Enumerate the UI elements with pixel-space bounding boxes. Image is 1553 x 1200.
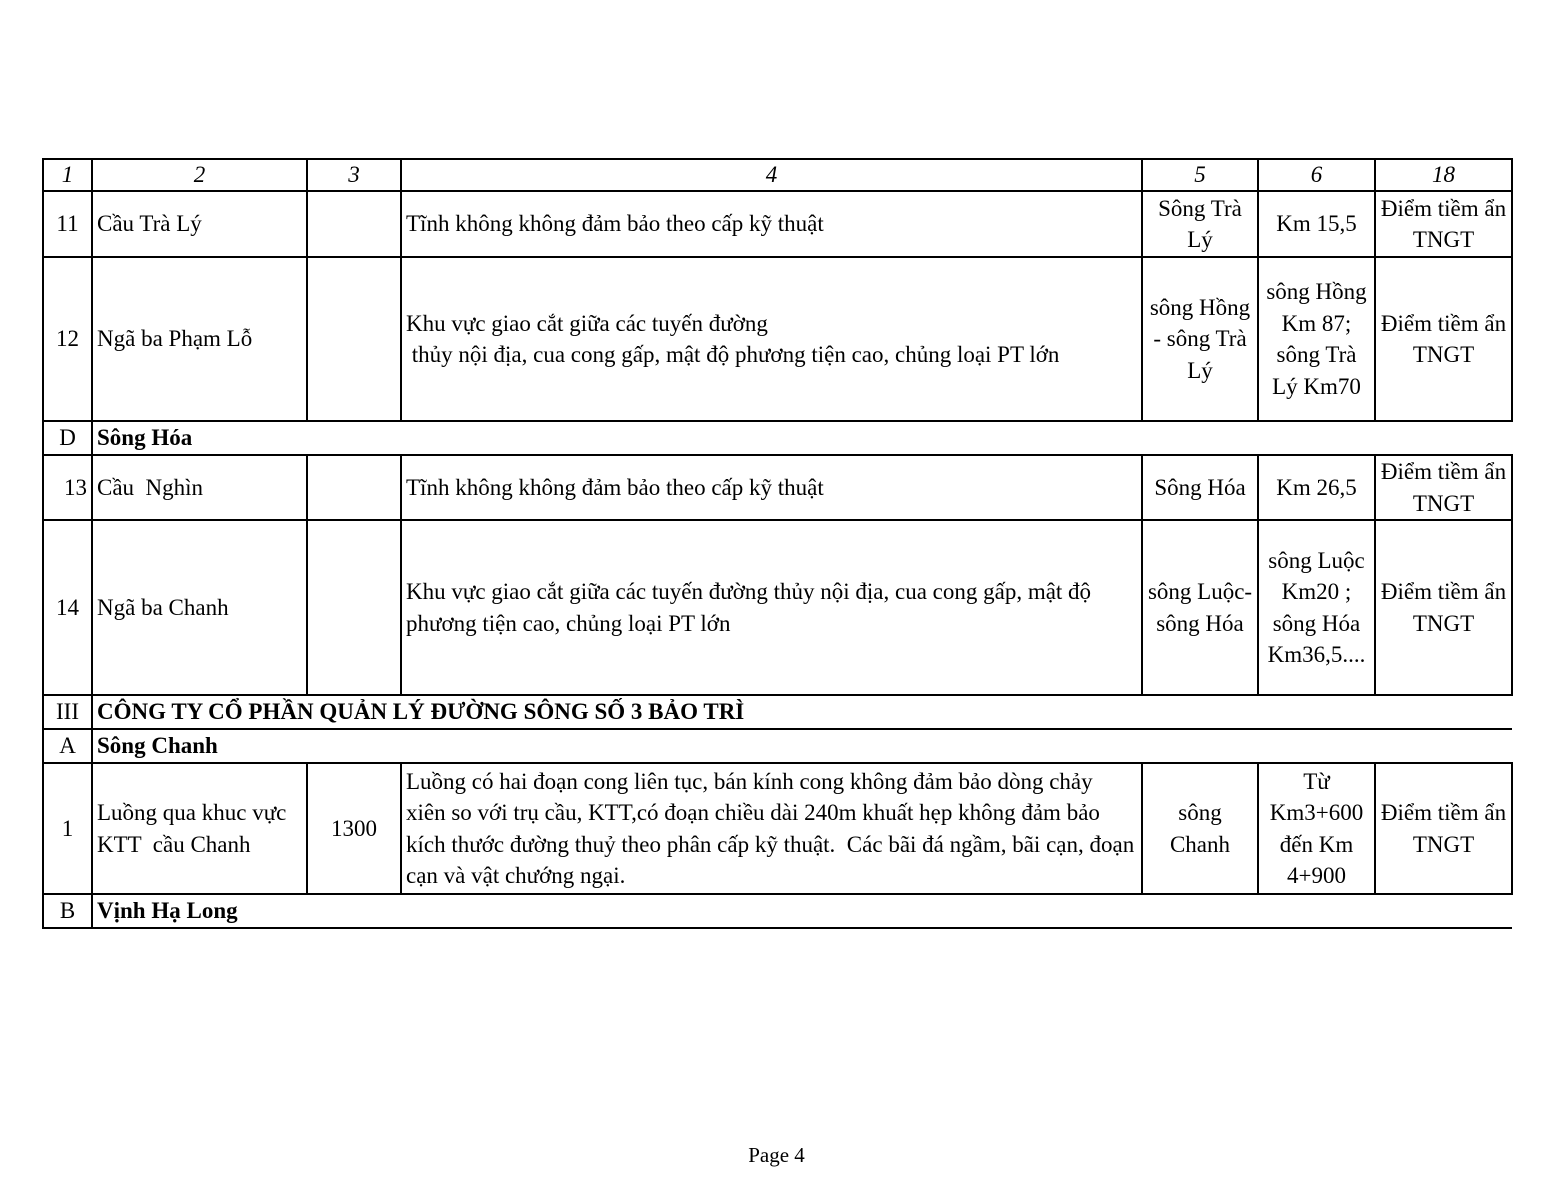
row-number: 13 [43, 455, 92, 520]
note: Điểm tiềm ẩn TNGT [1375, 455, 1512, 520]
col-header: 18 [1375, 159, 1512, 191]
col-header: 1 [43, 159, 92, 191]
note: Điểm tiềm ẩn TNGT [1375, 520, 1512, 695]
location-name: Cầu Nghìn [92, 455, 307, 520]
note: Điểm tiềm ẩn TNGT [1375, 763, 1512, 894]
page-footer: Page 4 [748, 1143, 805, 1167]
length-cell [307, 455, 401, 520]
km-position: Km 15,5 [1258, 191, 1375, 257]
table-row [43, 191, 1512, 257]
location-name: Luồng qua khuc vực KTT cầu Chanh [92, 763, 307, 894]
section-title: CÔNG TY CỔ PHẦN QUẢN LÝ ĐƯỜNG SÔNG SỐ 3 BẢO TRÌ [92, 695, 1512, 729]
row-number: 14 [43, 520, 92, 695]
row-number: 12 [43, 257, 92, 421]
location-name: Ngã ba Phạm Lỗ [92, 257, 307, 421]
length-cell: 1300 [307, 763, 401, 894]
length-cell [307, 191, 401, 257]
km-position: sông Luộc Km20 ; sông Hóa Km36,5.... [1258, 520, 1375, 695]
section-row [43, 894, 1512, 928]
river-name: sông Chanh [1142, 763, 1258, 894]
description: Tĩnh không không đảm bảo theo cấp kỹ thuật [401, 455, 1142, 520]
section-row [43, 729, 1512, 763]
section-label: B [43, 894, 92, 928]
col-header: 3 [307, 159, 401, 191]
column-number-row [43, 159, 1512, 191]
col-header: 2 [92, 159, 307, 191]
location-name: Ngã ba Chanh [92, 520, 307, 695]
description-line: Khu vực giao cắt giữa các tuyến đường [406, 310, 768, 336]
col-header: 5 [1142, 159, 1258, 191]
river-name: Sông Hóa [1142, 455, 1258, 520]
description [401, 257, 1142, 421]
table-row [43, 455, 1512, 520]
river-name: sông Hồng - sông Trà Lý [1142, 257, 1258, 421]
description-line: thủy nội địa, cua cong gấp, mật độ phương tiện cao, chủng loại PT lớn [406, 342, 1060, 367]
table-row [43, 763, 1512, 894]
description: Tĩnh không không đảm bảo theo cấp kỹ thuật [401, 191, 1142, 257]
section-title: Vịnh Hạ Long [92, 894, 1512, 928]
location-name: Cầu Trà Lý [92, 191, 307, 257]
section-label: III [43, 695, 92, 729]
hazard-table [42, 158, 1513, 929]
row-number: 11 [43, 191, 92, 257]
description: Luồng có hai đoạn cong liên tục, bán kính cong không đảm bảo dòng chảy xiên so với trụ cầu, KTT,có đoạn chiều dài 240m khuất hẹp không đảm bảo kích thước đường thuỷ theo phân cấp kỹ thuật. Các bãi đá ngầm, bãi cạn, đoạn cạn và vật chướng ngại. [401, 763, 1142, 894]
table-row [43, 520, 1512, 695]
length-cell [307, 257, 401, 421]
length-cell [307, 520, 401, 695]
river-name: sông Luộc-sông Hóa [1142, 520, 1258, 695]
description: Khu vực giao cắt giữa các tuyến đường thủy nội địa, cua cong gấp, mật độ phương tiện cao, chủng loại PT lớn [401, 520, 1142, 695]
note: Điểm tiềm ẩn TNGT [1375, 257, 1512, 421]
col-header: 6 [1258, 159, 1375, 191]
km-position: Từ Km3+600 đến Km 4+900 [1258, 763, 1375, 894]
section-row [43, 421, 1512, 455]
table-row [43, 257, 1512, 421]
km-position: sông Hồng Km 87; sông Trà Lý Km70 [1258, 257, 1375, 421]
section-row [43, 695, 1512, 729]
km-position: Km 26,5 [1258, 455, 1375, 520]
section-label: D [43, 421, 92, 455]
section-title: Sông Chanh [92, 729, 1512, 763]
river-name: Sông Trà Lý [1142, 191, 1258, 257]
note: Điểm tiềm ẩn TNGT [1375, 191, 1512, 257]
section-title: Sông Hóa [92, 421, 1512, 455]
row-number: 1 [43, 763, 92, 894]
section-label: A [43, 729, 92, 763]
col-header: 4 [401, 159, 1142, 191]
